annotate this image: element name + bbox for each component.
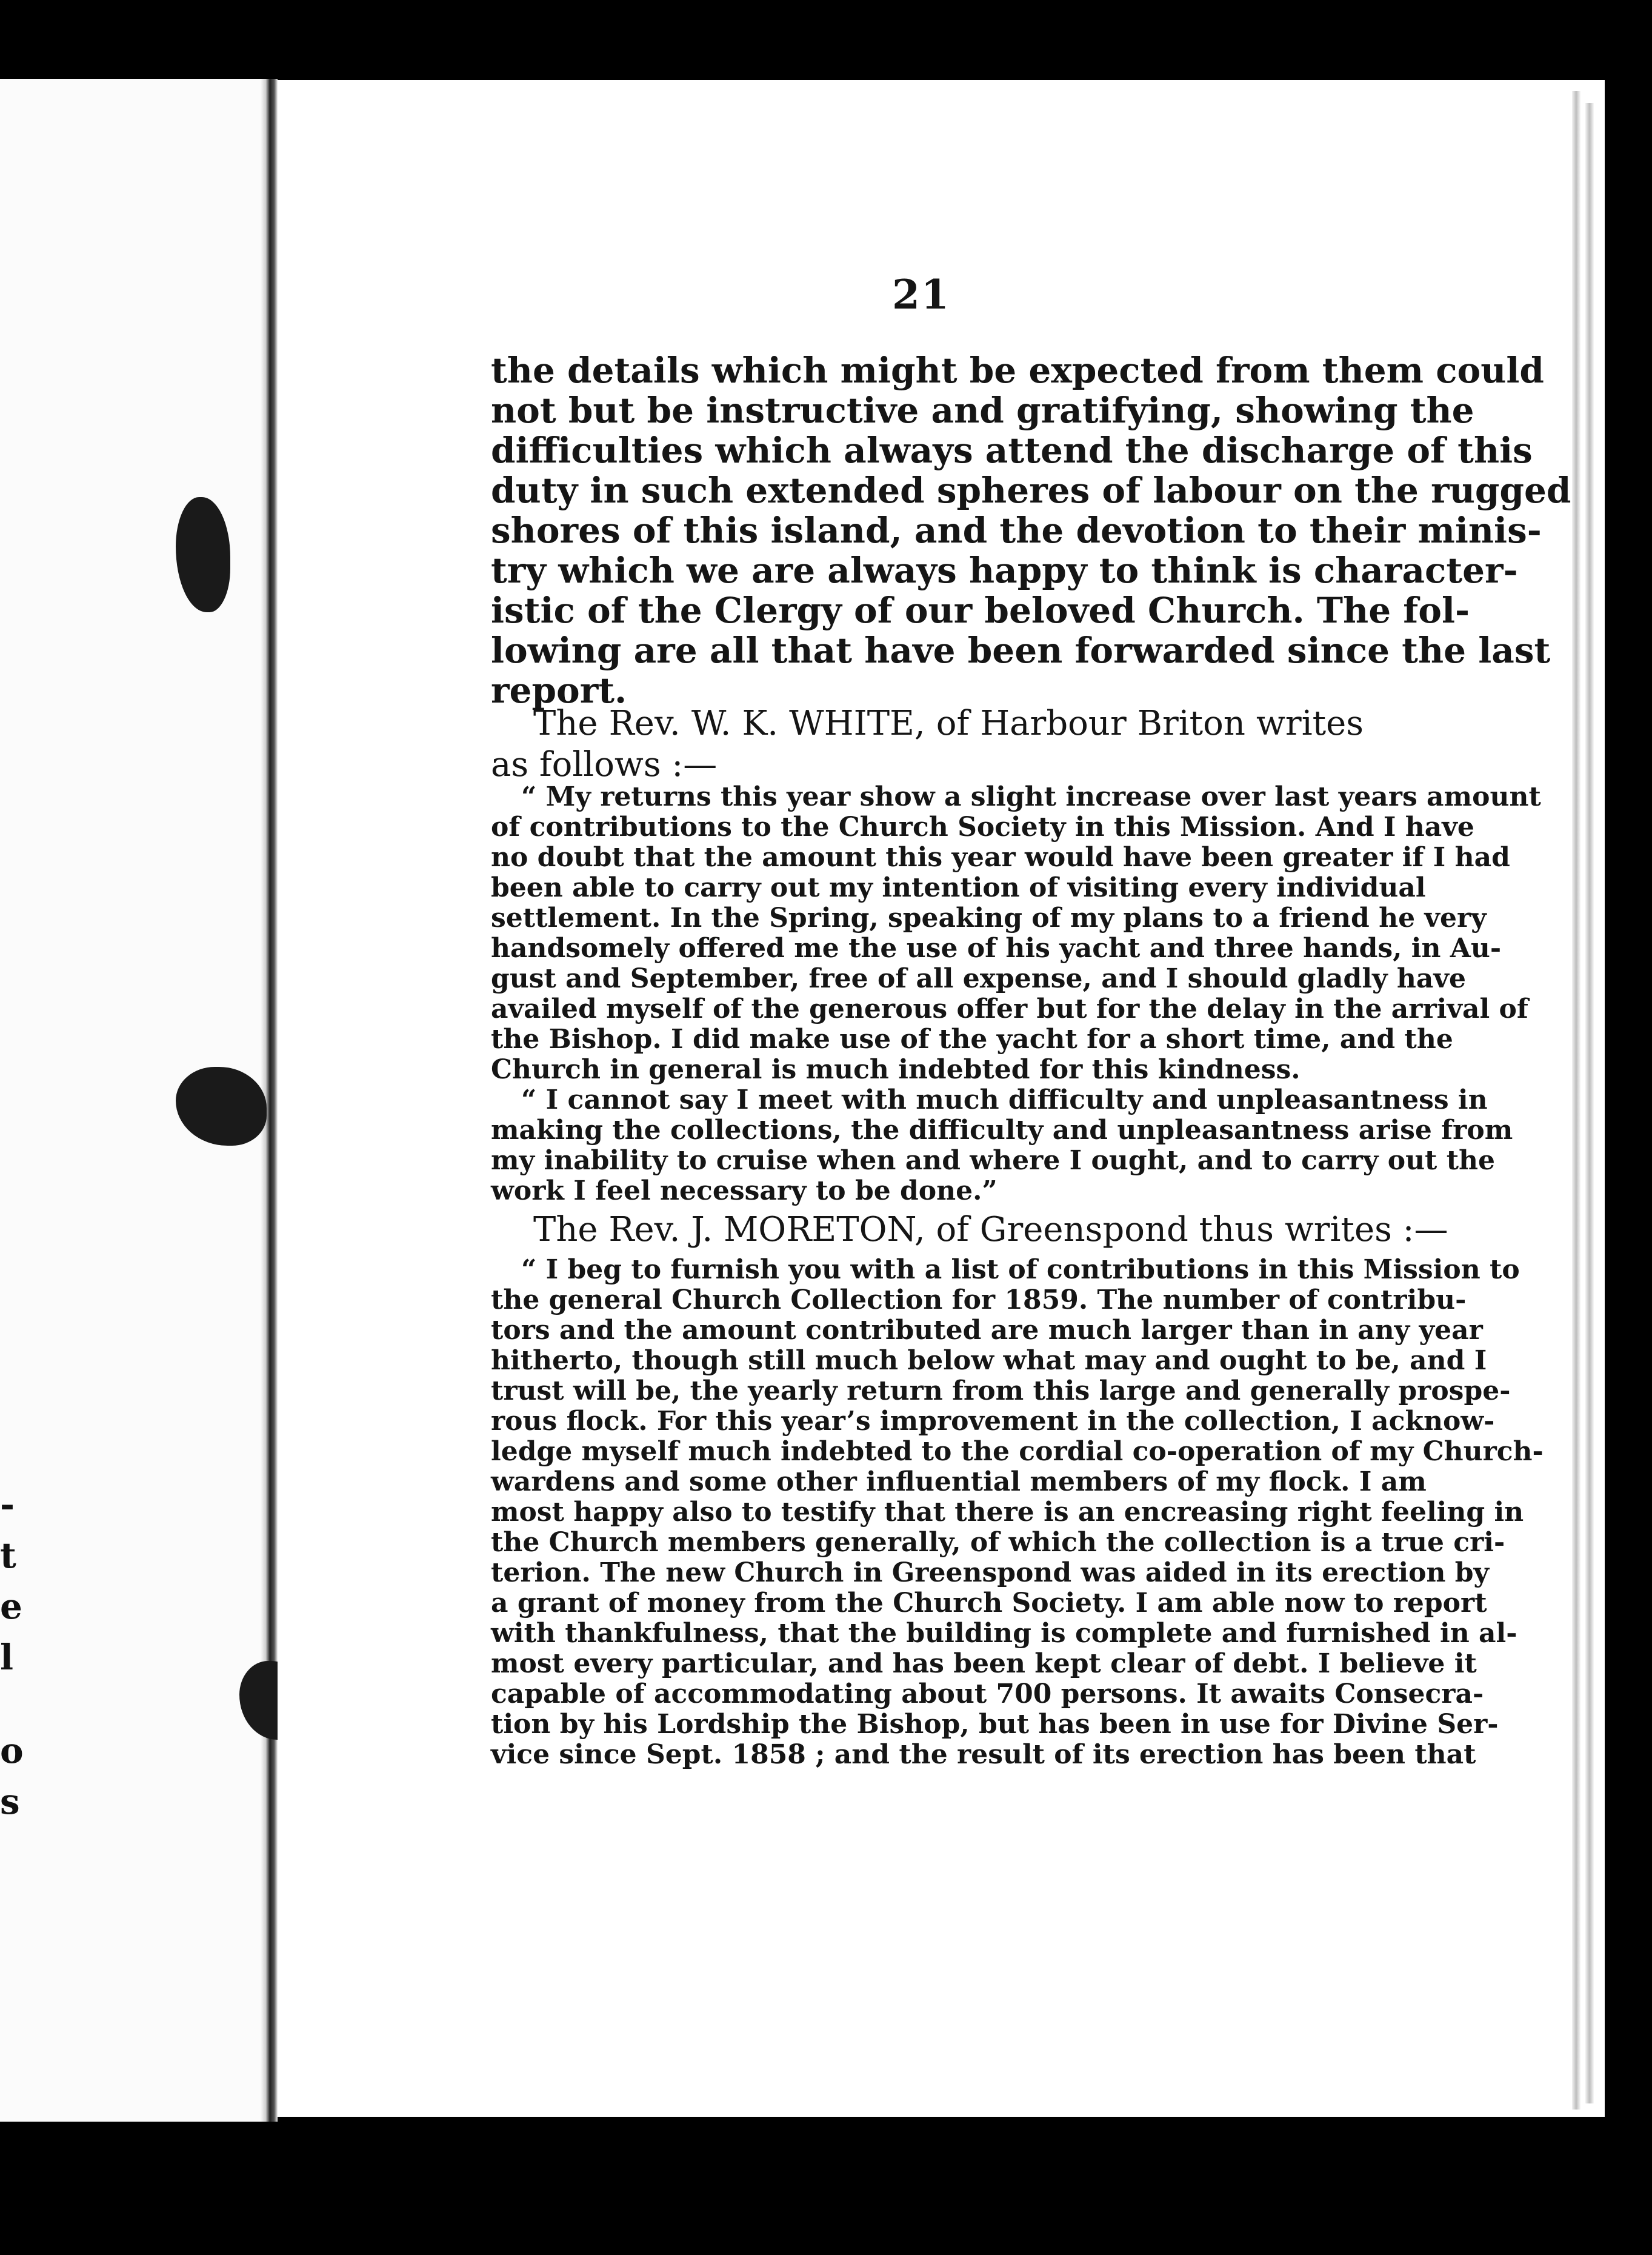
text-line: lowing are all that have been forwarded since the last [491, 630, 1551, 671]
quote-line: hitherto, though still much below what may and ought to be, and I [491, 1345, 1487, 1376]
quote-line: “ My returns this year show a slight increase over last years amount [521, 781, 1541, 812]
text-line: shores of this island, and the devotion to their minis- [491, 510, 1542, 551]
page-edge-stack [1585, 103, 1594, 2103]
text-line: the details which might be expected from them could [491, 350, 1544, 391]
quote-line: been able to carry out my intention of visiting every individual [491, 872, 1426, 903]
left-fragment [0, 1683, 18, 1725]
quote-line: terion. The new Church in Greenspond was aided in its erection by [491, 1557, 1490, 1588]
quote-line: a grant of money from the Church Society. I am able now to report [491, 1588, 1487, 1619]
quote-line: my inability to cruise when and where I ought, and to carry out the [491, 1145, 1496, 1176]
quote-line: capable of accommodating about 700 persons. It awaits Consecra- [491, 1679, 1484, 1709]
white-letter-heading [491, 703, 1370, 786]
quote-line: the Church members generally, of which the collection is a true cri- [491, 1527, 1505, 1558]
quote-line: most every particular, and has been kept clear of debt. I believe it [491, 1648, 1477, 1679]
heading-line: The Rev. W. K. WHITE, of Harbour Briton writes [533, 704, 1364, 743]
moreton-letter-heading [491, 1209, 1448, 1251]
left-fragment: e [0, 1586, 22, 1628]
left-fragment: o [0, 1730, 24, 1772]
text-line: difficulties which always attend the discharge of this [491, 430, 1533, 471]
quote-line: “ I cannot say I meet with much difficulty and unpleasantness in [521, 1084, 1488, 1115]
page-edge-stack [1572, 91, 1580, 2110]
moreton-letter [491, 1254, 1544, 1770]
quote-line: making the collections, the difficulty and unpleasantness arise from [491, 1115, 1513, 1146]
quote-line: with thankfulness, that the building is complete and furnished in al- [491, 1618, 1517, 1649]
quote-line: wardens and some other influential members of my flock. I am [491, 1466, 1427, 1497]
page-number: 21 [892, 271, 950, 318]
text-line: report. [491, 670, 627, 711]
quote-line: trust will be, the yearly return from this large and generally prospe- [491, 1375, 1511, 1406]
quote-line: rous flock. For this year’s improvement in the collection, I acknow- [491, 1406, 1495, 1437]
quote-line: gust and September, free of all expense, and I should gladly have [491, 963, 1466, 994]
quote-line: work I feel necessary to be done.” [491, 1175, 998, 1206]
intro-paragraph [491, 350, 1571, 711]
text-line: duty in such extended spheres of labour on the rugged [491, 470, 1571, 511]
quote-line: tion by his Lordship the Bishop, but has been in use for Divine Ser- [491, 1709, 1499, 1740]
quote-line: the Bishop. I did make use of the yacht for a short time, and the [491, 1024, 1453, 1055]
quote-line: of contributions to the Church Society in this Mission. And I have [491, 812, 1474, 843]
left-page-fragments [0, 1479, 24, 1828]
text-line: istic of the Clergy of our beloved Church. The fol- [491, 590, 1470, 631]
left-fragment: s [0, 1781, 20, 1823]
quote-line: no doubt that the amount this year would have been greater if I had [491, 842, 1510, 873]
quote-line: Church in general is much indebted for this kindness. [491, 1054, 1301, 1085]
quote-line: vice since Sept. 1858 ; and the result of its erection has been that [491, 1739, 1476, 1770]
left-fragment: t [0, 1535, 16, 1577]
text-line: try which we are always happy to think is character- [491, 550, 1518, 591]
white-letter-paragraph-2 [491, 1084, 1513, 1206]
quote-line: tors and the amount contributed are much larger than in any year [491, 1315, 1483, 1346]
left-fragment: - [0, 1484, 15, 1525]
heading-line: The Rev. J. MORETON, of Greenspond thus writes :— [533, 1210, 1448, 1249]
white-letter-paragraph-1 [491, 781, 1541, 1085]
quote-line: most happy also to testify that there is an encreasing right feeling in [491, 1497, 1524, 1528]
quote-line: availed myself of the generous offer but for the delay in the arrival of [491, 994, 1528, 1024]
quote-line: handsomely offered me the use of his yacht and three hands, in Au- [491, 933, 1502, 964]
quote-line: settlement. In the Spring, speaking of my plans to a friend he very [491, 903, 1487, 934]
quote-line: “ I beg to furnish you with a list of contributions in this Mission to [521, 1254, 1520, 1285]
left-fragment: l [0, 1637, 14, 1679]
text-line: not but be instructive and gratifying, showing the [491, 390, 1474, 431]
heading-line: as follows :— [491, 745, 718, 784]
quote-line: ledge myself much indebted to the cordial co-operation of my Church- [491, 1436, 1544, 1467]
quote-line: the general Church Collection for 1859. The number of contribu- [491, 1285, 1467, 1315]
